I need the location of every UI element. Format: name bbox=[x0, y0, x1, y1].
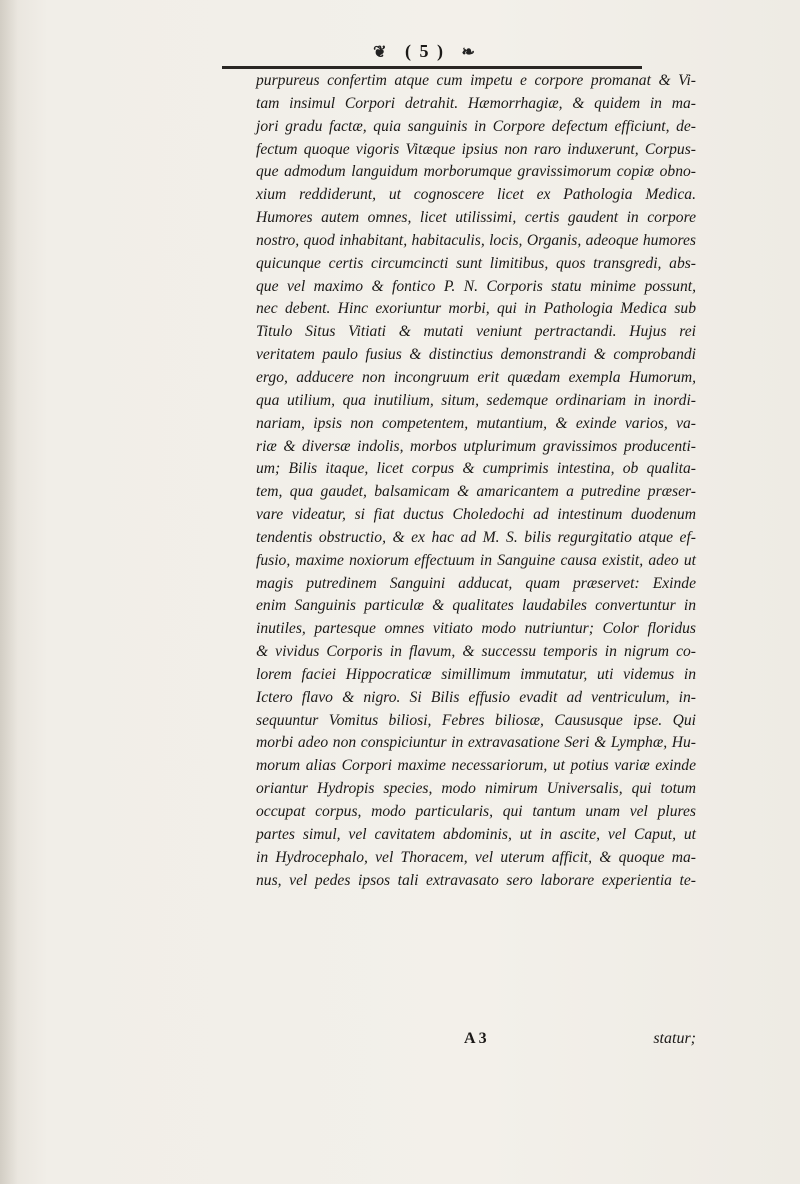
text-line: um; Bilis itaque, licet corpus & cumprimis intestina, ob qualita- bbox=[256, 460, 696, 478]
text-line: tam insimul Corpori detrahit. Hæmorrhagiæ, & quidem in ma- bbox=[256, 94, 696, 112]
page-number: ( 5 ) bbox=[405, 41, 445, 62]
text-line: morum alias Corpori maxime necessariorum, ut potius variæ exinde bbox=[256, 757, 696, 775]
text-line: ergo, adducere non incongruum erit quædam exempla Humorum, bbox=[256, 368, 696, 386]
signature-mark: A 3 bbox=[464, 1030, 487, 1047]
text-line: qua utilium, qua inutilium, situm, sedemque ordinariam in inordi- bbox=[256, 391, 696, 409]
text-line: occupat corpus, modo particularis, qui tantum unam vel plures bbox=[256, 803, 696, 820]
text-line: magis putredinem Sanguini adducat, quam præservet: Exinde bbox=[256, 574, 696, 592]
text-line: sequuntur Vomitus biliosi, Febres biliosæ, Caususque ipse. Qui bbox=[256, 711, 696, 729]
binding-shadow bbox=[0, 0, 18, 1184]
text-line: Titulo Situs Vitiati & mutati veniunt pertractandi. Hujus rei bbox=[256, 323, 696, 341]
text-line: jori gradu factæ, quia sanguinis in Corpore defectum efficiunt, de- bbox=[256, 117, 696, 135]
text-line: fectum quoque vigoris Vitæque ipsius non raro induxerunt, Corpus- bbox=[256, 140, 696, 158]
text-line: purpureus confertim atque cum impetu e corpore promanat & Vi- bbox=[256, 72, 696, 89]
text-line: & vividus Corporis in flavum, & successu temporis in nigrum co- bbox=[256, 643, 696, 661]
text-line: que admodum languidum morborumque gravissimorum copiæ obno- bbox=[256, 163, 696, 181]
text-line: morbi adeo non conspiciuntur in extravasatione Seri & Lymphæ, Hu- bbox=[256, 734, 696, 752]
text-line: nus, vel pedes ipsos tali extravasato sero laborare experientia te- bbox=[256, 871, 696, 889]
text-line: que vel maximo & fontico P. N. Corporis statu minime possunt, bbox=[256, 277, 696, 295]
text-line: inutiles, partesque omnes vitiato modo nutriuntur; Color floridus bbox=[256, 620, 696, 638]
header-rule bbox=[222, 66, 642, 69]
text-line: quicunque certis circumcincti sunt limitibus, quos transgredi, abs- bbox=[256, 254, 696, 272]
text-line: xium reddiderunt, ut cognoscere licet ex Pathologia Medica. bbox=[256, 186, 696, 204]
text-line: oriantur Hydropis species, modo nimirum Universalis, qui totum bbox=[256, 780, 696, 798]
text-line: Ictero flavo & nigro. Si Bilis effusio evadit ad ventriculum, in- bbox=[256, 688, 696, 706]
ornament-left-icon: ❦ bbox=[373, 43, 389, 61]
text-line: enim Sanguinis particulæ & qualitates laudabiles convertuntur in bbox=[256, 597, 696, 615]
text-line: tendentis obstructio, & ex hac ad M. S. bilis regurgitatio atque ef- bbox=[256, 528, 696, 546]
text-line: fusio, maxime noxiorum effectuum in Sanguine causa existit, adeo ut bbox=[256, 551, 696, 569]
text-line: in Hydrocephalo, vel Thoracem, vel uterum afficit, & quoque ma- bbox=[256, 848, 696, 866]
running-header bbox=[215, 40, 635, 66]
text-line: nec debent. Hinc exoriuntur morbi, qui in Pathologia Medica sub bbox=[256, 300, 696, 318]
body-text bbox=[256, 70, 696, 892]
text-line: partes simul, vel cavitatem abdominis, ut in ascite, vel Caput, ut bbox=[256, 825, 696, 843]
text-line: Humores autem omnes, licet utilissimi, certis gaudent in corpore bbox=[256, 209, 696, 227]
text-line: veritatem paulo fusius & distinctius demonstrandi & comprobandi bbox=[256, 346, 696, 364]
catchword: statur; bbox=[653, 1030, 696, 1047]
text-line: nariam, ipsis non competentem, mutantium, & exinde varios, va- bbox=[256, 414, 696, 432]
text-line: lorem faciei Hippocraticæ simillimum immutatur, uti videmus in bbox=[256, 665, 696, 683]
text-line: nostro, quod inhabitant, habitaculis, locis, Organis, adeoque humores bbox=[256, 231, 696, 249]
text-line: tem, qua gaudet, balsamicam & amaricantem a putredine præser- bbox=[256, 483, 696, 501]
text-line: vare videatur, si fiat ductus Choledochi ad intestinum duodenum bbox=[256, 506, 696, 524]
text-line: riæ & diversæ indolis, morbos utplurimum gravissimos producenti- bbox=[256, 437, 696, 455]
ornament-right-icon: ❧ bbox=[461, 43, 477, 61]
page-footer bbox=[256, 1030, 696, 1052]
